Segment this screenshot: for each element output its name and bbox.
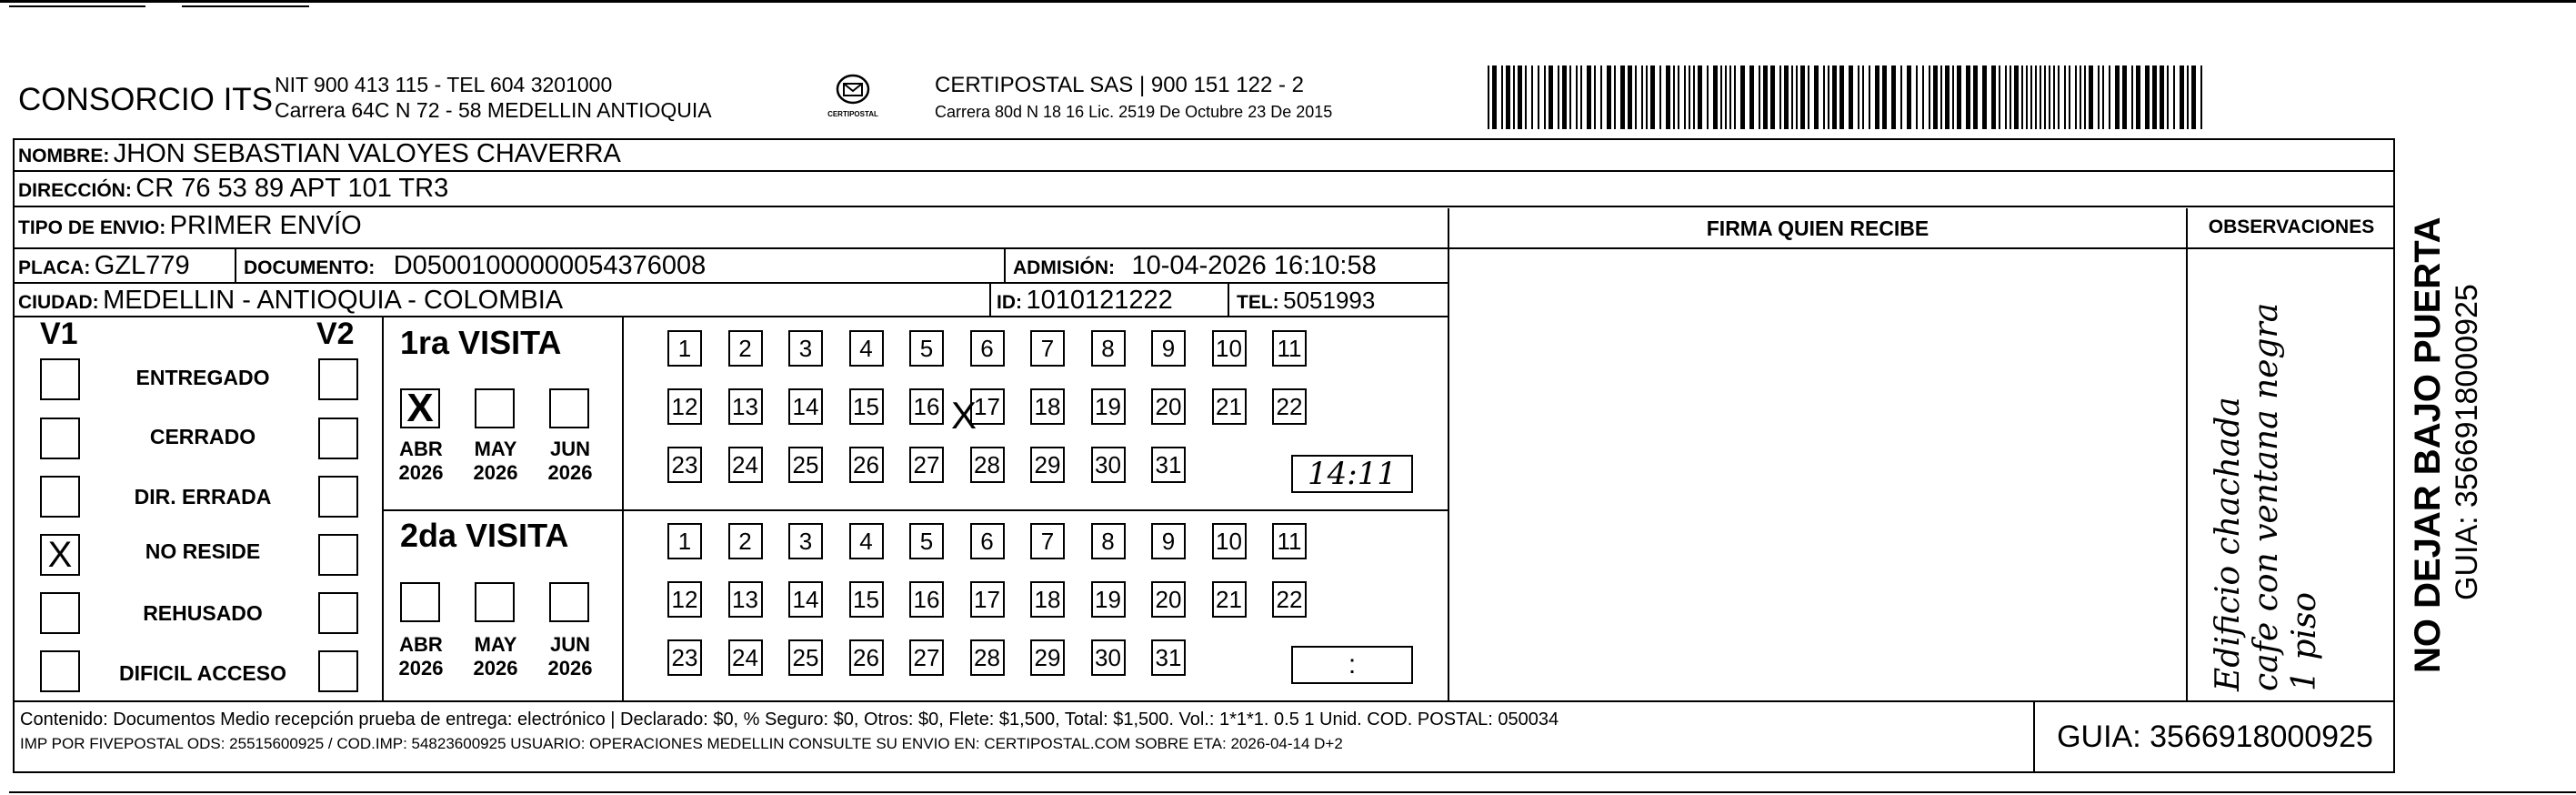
- placa-field: [18, 248, 190, 283]
- second-visit-day-24[interactable]: 24: [728, 639, 763, 676]
- second-visit-day-22[interactable]: 22: [1272, 581, 1307, 618]
- second-visit-day-11[interactable]: 11: [1272, 523, 1307, 559]
- status-no-reside: NO RESIDE: [145, 539, 261, 563]
- id-label: ID:: [997, 292, 1022, 313]
- company-info-line1: NIT 900 413 115 - TEL 604 3201000: [275, 73, 613, 96]
- second-visit-day-31[interactable]: 31: [1151, 639, 1186, 676]
- v2-checkbox-rehusado[interactable]: [318, 592, 358, 634]
- certipostal-logo: [815, 73, 891, 118]
- second-visit-day-27[interactable]: 27: [909, 639, 944, 676]
- obs-header-line: [2186, 247, 2395, 249]
- v2-label: V2: [316, 317, 355, 351]
- first-visit-day-12[interactable]: 12: [667, 388, 702, 425]
- first-visit-day-29[interactable]: 29: [1030, 447, 1065, 483]
- tel-label: TEL:: [1237, 292, 1279, 313]
- carrier-line1: CERTIPOSTAL SAS | 900 151 122 - 2: [935, 73, 1304, 97]
- first-visit-month-may: MAY 2026: [473, 438, 518, 484]
- tipo-envio-label: TIPO DE ENVIO:: [18, 217, 166, 238]
- second-visit-day-28[interactable]: 28: [970, 639, 1005, 676]
- tel-field: [1237, 283, 1375, 317]
- firma-header: FIRMA QUIEN RECIBE: [1706, 216, 1929, 240]
- admision-label: ADMISIÓN:: [1013, 257, 1115, 278]
- company-info-line2: Carrera 64C N 72 - 58 MEDELLIN ANTIOQUIA: [275, 98, 712, 122]
- documento-value: D05001000000054376008: [393, 251, 707, 280]
- first-visit-day-9[interactable]: 9: [1151, 330, 1186, 367]
- observaciones-note-line2: cafe con ventana negra: [2248, 302, 2285, 691]
- v2-checkbox-entregado[interactable]: [318, 358, 358, 400]
- admision-field: [1013, 248, 1377, 283]
- first-visit-day-8[interactable]: 8: [1091, 330, 1126, 367]
- second-visit-day-3[interactable]: 3: [788, 523, 823, 559]
- admision-value: 10-04-2026 16:10:58: [1131, 251, 1377, 280]
- first-visit-month-abr: ABR 2026: [398, 438, 444, 484]
- status-entregado: ENTREGADO: [135, 366, 270, 389]
- second-visit-day-8[interactable]: 8: [1091, 523, 1126, 559]
- second-visit-month-abr: ABR 2026: [398, 633, 444, 679]
- first-visit-day-11[interactable]: 11: [1272, 330, 1307, 367]
- first-visit-day-21[interactable]: 21: [1212, 388, 1247, 425]
- id-field: [997, 283, 1173, 317]
- first-visit-month-jun-checkbox[interactable]: [549, 388, 589, 428]
- second-visit-day-25[interactable]: 25: [788, 639, 823, 676]
- first-visit-time-box[interactable]: 14:11: [1291, 455, 1413, 493]
- row-divider: [13, 206, 2395, 207]
- first-visit-day-27[interactable]: 27: [909, 447, 944, 483]
- ciudad-label: CIUDAD:: [18, 292, 99, 313]
- scan-edge-line: [9, 5, 145, 7]
- second-visit-day-10[interactable]: 10: [1212, 523, 1247, 559]
- scan-edge-line: [182, 5, 309, 7]
- first-visit-day-24[interactable]: 24: [728, 447, 763, 483]
- tel-divider: [1228, 282, 1229, 316]
- first-visit-month-abr-checkbox[interactable]: X: [400, 388, 440, 428]
- first-visit-title: 1ra VISITA: [400, 324, 562, 361]
- first-visit-day-4[interactable]: 4: [849, 330, 884, 367]
- status-cerrado: CERRADO: [149, 425, 256, 448]
- second-visit-day-7[interactable]: 7: [1030, 523, 1065, 559]
- second-visit-day-18[interactable]: 18: [1030, 581, 1065, 618]
- second-visit-day-17[interactable]: 17: [970, 581, 1005, 618]
- first-visit-day-14[interactable]: 14: [788, 388, 823, 425]
- scan-edge-line: [0, 0, 2576, 3]
- row-divider: [622, 509, 1448, 511]
- nombre-row: [18, 136, 621, 171]
- col-divider-firma: [1448, 208, 1449, 702]
- placa-divider: [235, 247, 236, 282]
- col-divider-status: [622, 316, 624, 702]
- v1-checkbox-no-reside[interactable]: X: [40, 534, 80, 576]
- first-visit-day-16[interactable]: 16: [909, 388, 944, 425]
- second-visit-title: 2da VISITA: [400, 517, 569, 554]
- ciudad-field: [18, 283, 563, 317]
- months-divider: [382, 509, 622, 511]
- placa-value: GZL779: [94, 251, 190, 280]
- first-visit-day-mark: X: [951, 394, 977, 437]
- direccion-label: DIRECCIÓN:: [18, 180, 132, 201]
- footer-imp-line: IMP POR FIVEPOSTAL ODS: 25515600925 / COD.IMP: 54823600925 USUARIO: OPERACIONES MEDELLIN CONSULTE SU ENVIO EN: CERTIPOSTAL.COM SOBRE ETA: 2026-04-14 D+2: [20, 735, 1343, 752]
- col-divider-obs: [2186, 208, 2188, 702]
- documento-field: [244, 248, 706, 283]
- direccion-value: CR 76 53 89 APT 101 TR3: [135, 174, 449, 203]
- nombre-value: JHON SEBASTIAN VALOYES CHAVERRA: [113, 139, 621, 168]
- second-visit-day-16[interactable]: 16: [909, 581, 944, 618]
- v2-checkbox-dificil-acceso[interactable]: [318, 650, 358, 692]
- v1-checkbox-entregado[interactable]: [40, 358, 80, 400]
- observaciones-note-line1: Edificio chachada: [2210, 397, 2247, 691]
- ciudad-value: MEDELLIN - ANTIOQUIA - COLOMBIA: [103, 286, 564, 315]
- direccion-row: [18, 171, 448, 206]
- first-visit-day-13[interactable]: 13: [728, 388, 763, 425]
- barcode: [1488, 65, 2211, 129]
- footer-guia-number: GUIA: 3566918000925: [2057, 720, 2373, 754]
- first-visit-day-15[interactable]: 15: [849, 388, 884, 425]
- first-visit-day-17[interactable]: 17: [970, 388, 1005, 425]
- first-visit-day-2[interactable]: 2: [728, 330, 763, 367]
- v2-checkbox-dir-errada[interactable]: [318, 476, 358, 518]
- documento-label: DOCUMENTO:: [244, 257, 376, 278]
- second-visit-day-1[interactable]: 1: [667, 523, 702, 559]
- nombre-label: NOMBRE:: [18, 146, 110, 166]
- second-visit-day-23[interactable]: 23: [667, 639, 702, 676]
- second-visit-day-29[interactable]: 29: [1030, 639, 1065, 676]
- v2-checkbox-cerrado[interactable]: [318, 418, 358, 459]
- first-visit-month-may-checkbox[interactable]: [475, 388, 515, 428]
- second-visit-month-may: MAY 2026: [473, 633, 518, 679]
- first-visit-day-1[interactable]: 1: [667, 330, 702, 367]
- logo-text: CERTIPOSTAL: [827, 110, 878, 118]
- signature-area[interactable]: [1451, 249, 2184, 699]
- first-visit-day-10[interactable]: 10: [1212, 330, 1247, 367]
- v1-checkbox-rehusado[interactable]: [40, 592, 80, 634]
- second-visit-day-14[interactable]: 14: [788, 581, 823, 618]
- first-visit-day-28[interactable]: 28: [970, 447, 1005, 483]
- first-visit-day-7[interactable]: 7: [1030, 330, 1065, 367]
- v1-label: V1: [40, 317, 78, 351]
- first-visit-day-18[interactable]: 18: [1030, 388, 1065, 425]
- second-visit-day-5[interactable]: 5: [909, 523, 944, 559]
- first-visit-day-5[interactable]: 5: [909, 330, 944, 367]
- first-visit-day-22[interactable]: 22: [1272, 388, 1307, 425]
- id-value: 1010121222: [1026, 286, 1173, 315]
- second-visit-month-may-checkbox[interactable]: [475, 582, 515, 622]
- first-visit-day-25[interactable]: 25: [788, 447, 823, 483]
- second-visit-month-abr-checkbox[interactable]: [400, 582, 440, 622]
- tel-value: 5051993: [1283, 287, 1376, 314]
- second-visit-day-19[interactable]: 19: [1091, 581, 1126, 618]
- carrier-line2: Carrera 80d N 18 16 Lic. 2519 De Octubre 23 De 2015: [935, 103, 1333, 121]
- status-dificil-acceso: DIFICIL ACCESO: [118, 661, 286, 685]
- second-visit-day-2[interactable]: 2: [728, 523, 763, 559]
- first-visit-day-6[interactable]: 6: [970, 330, 1005, 367]
- company-name: CONSORCIO ITS: [18, 82, 274, 117]
- v1-checkbox-dificil-acceso[interactable]: [40, 650, 80, 692]
- placa-label: PLACA:: [18, 257, 91, 278]
- first-visit-month-jun: JUN 2026: [547, 438, 593, 484]
- v1-checkbox-dir-errada[interactable]: [40, 476, 80, 518]
- second-visit-day-9[interactable]: 9: [1151, 523, 1186, 559]
- observaciones-note-line3: 1 piso: [2286, 591, 2323, 691]
- tipo-envio-value: PRIMER ENVÍO: [169, 211, 362, 240]
- second-visit-day-4[interactable]: 4: [849, 523, 884, 559]
- second-visit-month-jun: JUN 2026: [547, 633, 593, 679]
- second-visit-time-box[interactable]: :: [1291, 646, 1413, 684]
- first-visit-day-30[interactable]: 30: [1091, 447, 1126, 483]
- envelope-logo-icon: [835, 73, 871, 106]
- observaciones-header: OBSERVACIONES: [2208, 216, 2375, 237]
- footer-content-line: Contenido: Documentos Medio recepción prueba de entrega: electrónico | Declarado: $0, % Seguro: $0, Otros: $0, Flete: $1,500, Total: $1,500. Vol.: 1*1*1. 0.5 1 Unid. COD. POSTAL: 050034: [20, 709, 1559, 730]
- id-divider: [989, 282, 991, 316]
- second-visit-day-21[interactable]: 21: [1212, 581, 1247, 618]
- first-visit-day-26[interactable]: 26: [849, 447, 884, 483]
- status-rehusado: REHUSADO: [143, 601, 263, 625]
- scan-edge-line: [9, 791, 2576, 793]
- tipo-envio-row: [18, 208, 362, 243]
- v1-checkbox-cerrado[interactable]: [40, 418, 80, 459]
- second-visit-day-15[interactable]: 15: [849, 581, 884, 618]
- status-dir-errada: DIR. ERRADA: [134, 485, 272, 508]
- second-visit-month-jun-checkbox[interactable]: [549, 582, 589, 622]
- side-guia-number: GUIA: 3566918000925: [2450, 284, 2484, 600]
- first-visit-day-20[interactable]: 20: [1151, 388, 1186, 425]
- first-visit-day-3[interactable]: 3: [788, 330, 823, 367]
- second-visit-day-12[interactable]: 12: [667, 581, 702, 618]
- second-visit-day-6[interactable]: 6: [970, 523, 1005, 559]
- no-dejar-bajo-puerta: NO DEJAR BAJO PUERTA: [2408, 216, 2448, 673]
- v2-checkbox-no-reside[interactable]: [318, 534, 358, 576]
- first-visit-day-23[interactable]: 23: [667, 447, 702, 483]
- second-visit-day-30[interactable]: 30: [1091, 639, 1126, 676]
- second-visit-day-13[interactable]: 13: [728, 581, 763, 618]
- admision-divider: [1004, 247, 1006, 282]
- first-visit-day-19[interactable]: 19: [1091, 388, 1126, 425]
- first-visit-day-31[interactable]: 31: [1151, 447, 1186, 483]
- second-visit-day-20[interactable]: 20: [1151, 581, 1186, 618]
- second-visit-day-26[interactable]: 26: [849, 639, 884, 676]
